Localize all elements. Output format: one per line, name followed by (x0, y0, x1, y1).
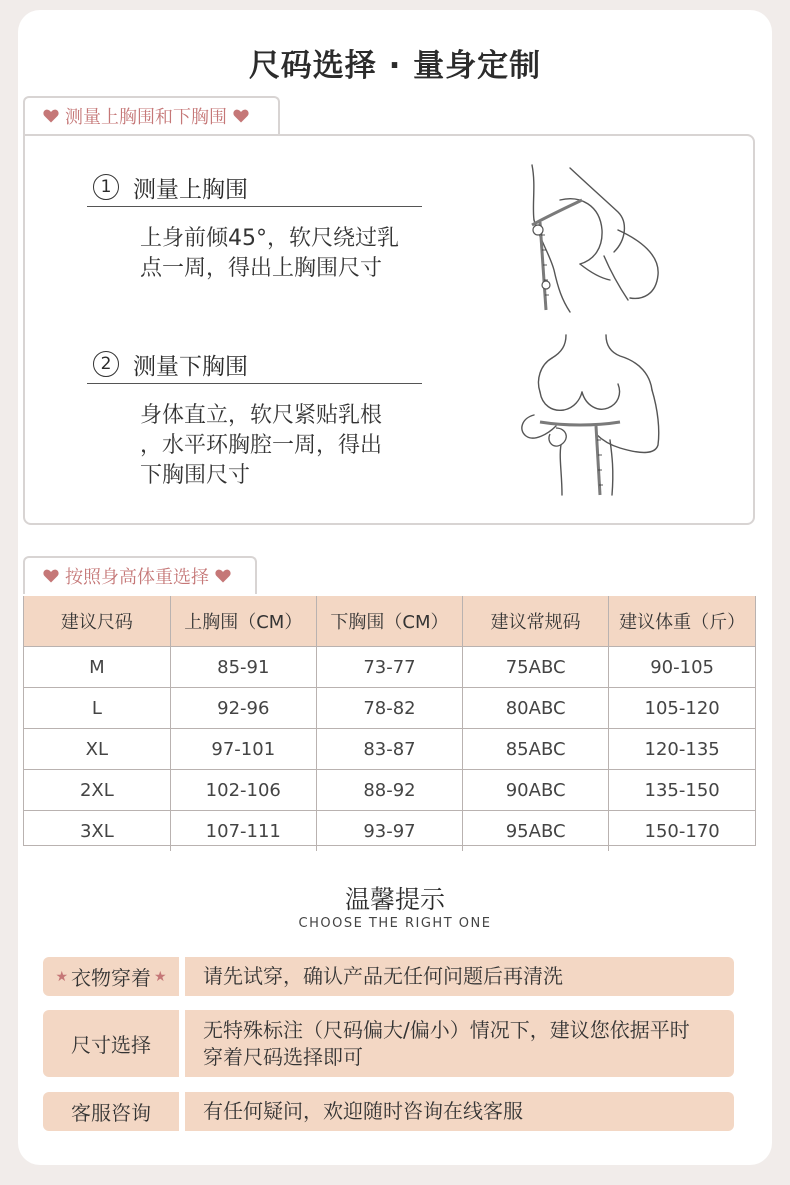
tips-subtitle: CHOOSE THE RIGHT ONE (298, 916, 492, 931)
step-1-title: 测量上胸围 (133, 176, 248, 203)
table-header-cell: 上胸围（CM） (170, 596, 316, 647)
table-header-cell: 下胸围（CM） (316, 596, 462, 647)
table-cell: 135-150 (609, 770, 755, 811)
table-cell: 102-106 (170, 770, 316, 811)
tip-label-text: 衣物穿着 (71, 966, 151, 990)
star-icon: ★ (154, 968, 167, 985)
tip-label (43, 1010, 179, 1077)
tip-label-text: 尺寸选择 (71, 1033, 151, 1057)
measure-section-tag-label: 测量上胸围和下胸围 (65, 107, 227, 128)
tip-row-size (43, 1010, 734, 1077)
table-cell: 83-87 (316, 729, 462, 770)
size-table-container (23, 596, 756, 846)
tip-text: 有任何疑问，欢迎随时咨询在线客服 (185, 1092, 734, 1131)
table-header-cell: 建议常规码 (463, 596, 609, 647)
star-icon: ★ (55, 968, 68, 985)
heart-icon (233, 109, 249, 123)
table-cell: 92-96 (170, 688, 316, 729)
table-cell: 78-82 (316, 688, 462, 729)
under-bust-illustration (510, 330, 670, 505)
size-section-tag-label: 按照身高体重选择 (65, 567, 209, 588)
page-title: 尺码选择 · 量身定制 (248, 48, 542, 84)
table-cell: 88-92 (316, 770, 462, 811)
table-row (24, 688, 755, 729)
step-1-description (140, 224, 430, 284)
table-cell: 97-101 (170, 729, 316, 770)
heart-icon (43, 569, 59, 583)
size-section-tag (23, 556, 257, 594)
table-cell: 150-170 (644, 820, 720, 842)
tips-title: 温馨提示 (344, 885, 445, 914)
table-cell: 73-77 (316, 647, 462, 688)
table-cell: 107-111 (170, 811, 316, 852)
table-cell: 90ABC (463, 770, 609, 811)
tip-text: 请先试穿，确认产品无任何问题后再清洗 (185, 957, 734, 996)
table-cell: 85ABC (463, 729, 609, 770)
table-row (24, 647, 755, 688)
table-row (24, 811, 755, 852)
tip-label (43, 1092, 179, 1131)
tip-label-text: 客服咨询 (71, 1101, 151, 1125)
tip-label (43, 957, 179, 996)
table-cell: XL (24, 729, 170, 770)
step-1-desc-line: 上身前倾45°，软尺绕过乳 (140, 226, 399, 251)
table-cell: 3XL (24, 811, 170, 852)
tip-text-line: 穿着尺码选择即可 (203, 1044, 363, 1069)
table-cell: 120-135 (609, 729, 755, 770)
step-2-desc-line: 下胸围尺寸 (140, 463, 251, 488)
step-2-title: 测量下胸围 (133, 353, 248, 380)
step-1-header (87, 168, 422, 207)
step-1-desc-line: 点一周，得出上胸围尺寸 (140, 256, 383, 281)
step-2-description (140, 401, 430, 491)
table-cell: M (24, 647, 170, 688)
tip-text (185, 1010, 734, 1077)
tip-row-service (43, 1092, 734, 1131)
upper-bust-illustration (510, 160, 670, 320)
heart-icon (43, 109, 59, 123)
size-table (24, 596, 755, 851)
table-header-cell: 建议尺码 (24, 596, 170, 647)
table-row (24, 770, 755, 811)
table-cell: 90-105 (609, 647, 755, 688)
table-cell: L (24, 688, 170, 729)
table-cell: 75ABC (463, 647, 609, 688)
step-2-desc-line: 身体直立，软尺紧贴乳根 (140, 403, 383, 428)
step-2-number: 2 (93, 351, 119, 377)
step-1-number: 1 (93, 174, 119, 200)
table-header-row (24, 596, 755, 647)
table-cell: 105-120 (609, 688, 755, 729)
heart-icon (215, 569, 231, 583)
table-cell: 2XL (24, 770, 170, 811)
tip-row-wearing (43, 957, 734, 996)
table-cell: 80ABC (463, 688, 609, 729)
table-cell: 85-91 (170, 647, 316, 688)
tip-text-line: 无特殊标注（尺码偏大/偏小）情况下，建议您依据平时 (203, 1017, 690, 1042)
table-row (24, 729, 755, 770)
table-cell: 93-97 (316, 811, 462, 852)
step-2-header (87, 345, 422, 384)
step-2-desc-line: ，水平环胸腔一周，得出 (140, 433, 383, 458)
table-cell: 95ABC (463, 811, 609, 852)
measure-section-tag (23, 96, 280, 134)
table-header-cell: 建议体重（斤） (609, 596, 755, 647)
